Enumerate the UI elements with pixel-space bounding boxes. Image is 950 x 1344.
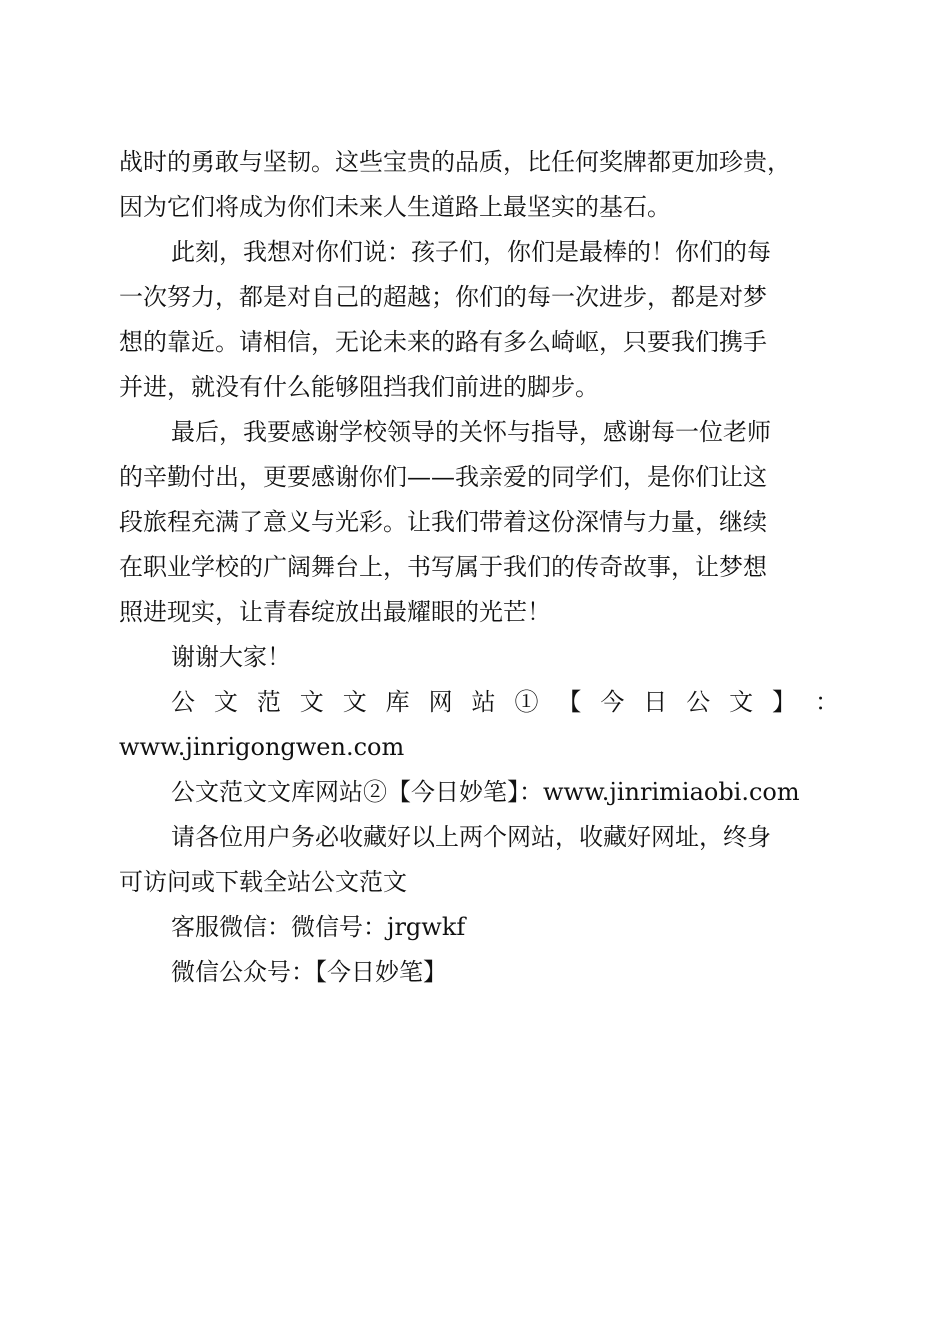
text-line: 想的靠近。请相信，无论未来的路有多么崎岖，只要我们携手 <box>119 328 767 356</box>
website-link[interactable]: 公文范文文库网站②【今日妙笔】：www.jinrimiaobi.com <box>171 778 800 806</box>
text-line: 客服微信：微信号：jrgwkf <box>171 913 466 941</box>
text-line: 因为它们将成为你们未来人生道路上最坚实的基石。 <box>119 193 671 221</box>
text-line: 在职业学校的广阔舞台上，书写属于我们的传奇故事，让梦想 <box>119 553 767 581</box>
text-line: 公 文 范 文 文 库 网 站 ① 【 今 日 公 文 】 ： <box>171 688 839 716</box>
text-line: 战时的勇敢与坚韧。这些宝贵的品质，比任何奖牌都更加珍贵， <box>119 148 791 176</box>
paragraph-website-2 <box>119 770 839 815</box>
text-line: 并进，就没有什么能够阻挡我们前进的脚步。 <box>119 373 599 401</box>
text-line: 微信公众号：【今日妙笔】 <box>171 958 447 986</box>
paragraph-closing <box>119 635 839 680</box>
text-line: 谢谢大家！ <box>171 643 291 671</box>
paragraph-encouragement <box>119 230 839 410</box>
text-line: 请各位用户务必收藏好以上两个网站，收藏好网址，终身 <box>171 823 771 851</box>
paragraph-wechat-service <box>119 905 839 950</box>
paragraph-qualities <box>119 140 839 230</box>
text-line: 一次努力，都是对自己的超越；你们的每一次进步，都是对梦 <box>119 283 767 311</box>
paragraph-bookmark-notice <box>119 815 839 905</box>
paragraph-website-1 <box>119 680 839 770</box>
text-line: 最后，我要感谢学校领导的关怀与指导，感谢每一位老师 <box>171 418 771 446</box>
paragraph-wechat-account <box>119 950 839 995</box>
document-page <box>119 140 839 995</box>
website-link[interactable]: www.jinrigongwen.com <box>119 733 405 761</box>
text-line: 此刻，我想对你们说：孩子们，你们是最棒的！你们的每 <box>171 238 771 266</box>
text-line: 段旅程充满了意义与光彩。让我们带着这份深情与力量，继续 <box>119 508 767 536</box>
text-line: 照进现实，让青春绽放出最耀眼的光芒！ <box>119 598 551 626</box>
paragraph-thanks <box>119 410 839 635</box>
text-line: 可访问或下载全站公文范文 <box>119 868 407 896</box>
text-line: 的辛勤付出，更要感谢你们——我亲爱的同学们，是你们让这 <box>119 463 767 491</box>
